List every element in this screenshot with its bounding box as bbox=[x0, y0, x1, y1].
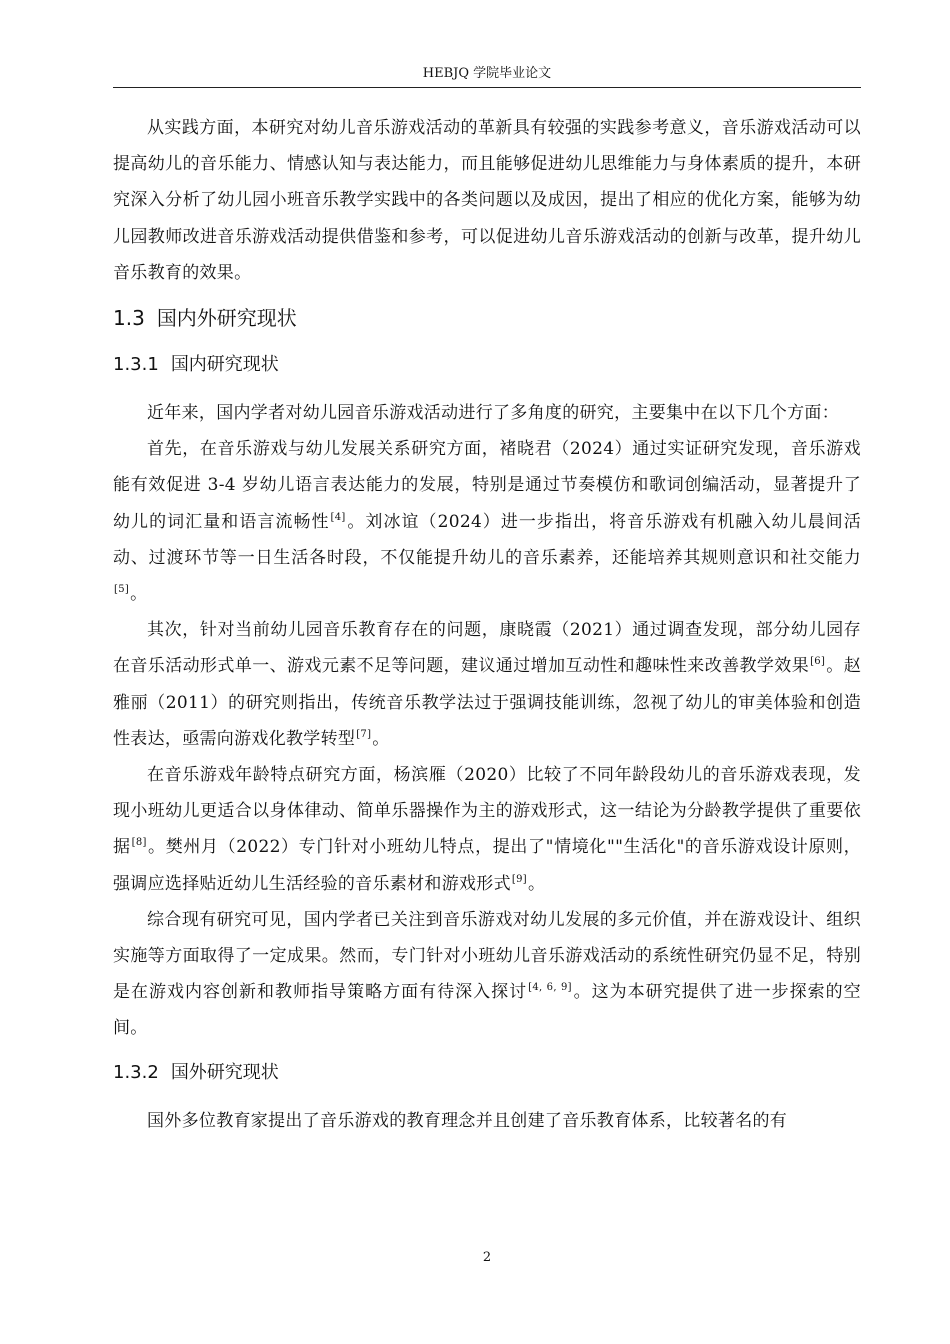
intro-paragraph: 从实践方面，本研究对幼儿音乐游戏活动的革新具有较强的实践参考意义，音乐游戏活动可以提高幼儿的音乐能力、情感认知与表达能力，而且能够促进幼儿思维能力与身体素质的提升，本研究深入分析了幼儿园小班音乐教学实践中的各类问题以及成因，提出了相应的优化方案，能够为幼儿园教师改进音乐游戏活动提供借鉴和参考，可以促进幼儿音乐游戏活动的创新与改革，提升幼儿音乐教育的效果。 bbox=[113, 118, 861, 283]
header-rule bbox=[113, 87, 861, 88]
subsection-number: 1.3.1 bbox=[113, 354, 159, 376]
subsection-title: 国内研究现状 bbox=[170, 354, 279, 376]
paragraph-text: 在音乐游戏年龄特点研究方面，杨滨雁（2020）比较了不同年龄段幼儿的音乐游戏表现，发现小班幼儿更适合以身体律动、简单乐器操作为主的游戏形式，这一结论为分龄教学提供了重要依据 bbox=[113, 765, 861, 858]
paragraph-text: 其次，针对当前幼儿园音乐教育存在的问题，康晓霞（2021）通过调查发现，部分幼儿园存在音乐活动形式单一、游戏元素不足等问题，建议通过增加互动性和趣味性来改善教学效果 bbox=[113, 620, 861, 677]
paragraph-text: 。这为本研究提供了进一步探索的空间。 bbox=[113, 982, 861, 1039]
citation-ref[interactable]: [4] bbox=[330, 511, 346, 523]
paragraph-domestic-intro: 近年来，国内学者对幼儿园音乐游戏活动进行了多角度的研究，主要集中在以下几个方面： bbox=[147, 403, 839, 424]
paragraph-domestic-first bbox=[113, 431, 861, 612]
section-title: 国内外研究现状 bbox=[156, 306, 297, 331]
paragraph-domestic-age bbox=[113, 757, 861, 902]
paragraph-text: 。赵雅丽（2011）的研究则指出，传统音乐教学法过于强调技能训练，忽视了幼儿的审美体验和创造性表达，亟需向游戏化教学转型 bbox=[113, 656, 861, 749]
section-heading-1-3 bbox=[113, 303, 861, 333]
citation-ref[interactable]: [9] bbox=[511, 873, 527, 885]
running-header: HEBJQ 学院毕业论文 bbox=[422, 66, 552, 81]
subsection-heading-1-3-2 bbox=[113, 1059, 861, 1087]
subsection-title: 国外研究现状 bbox=[170, 1061, 279, 1083]
paragraph-text: 。刘冰谊（2024）进一步指出，将音乐游戏有机融入幼儿晨间活动、过渡环节等一日生活各时段，不仅能提升幼儿的音乐素养，还能培养其规则意识和社交能力 bbox=[113, 511, 861, 568]
paragraph-domestic-summary bbox=[113, 902, 861, 1047]
citation-ref[interactable]: [4, 6, 9] bbox=[528, 982, 572, 994]
page-number: 2 bbox=[482, 1250, 492, 1265]
paragraph-domestic-second bbox=[113, 612, 861, 757]
paragraph-text: 。 bbox=[527, 873, 546, 894]
page-body bbox=[113, 110, 861, 1139]
subsection-number: 1.3.2 bbox=[113, 1061, 159, 1083]
citation-ref[interactable]: [8] bbox=[131, 837, 147, 849]
citation-ref[interactable]: [5] bbox=[114, 584, 130, 596]
paragraph-text: 。樊州月（2022）专门针对小班幼儿特点，提出了"情境化""生活化"的音乐游戏设计原则，强调应选择贴近幼儿生活经验的音乐素材和游戏形式 bbox=[113, 837, 861, 894]
citation-ref[interactable]: [7] bbox=[356, 728, 372, 740]
subsection-heading-1-3-1 bbox=[113, 351, 861, 379]
paragraph-foreign-intro: 国外多位教育家提出了音乐游戏的教育理念并且创建了音乐教育体系，比较著名的有 bbox=[147, 1110, 788, 1131]
paragraph-text: 。 bbox=[372, 728, 390, 749]
citation-ref[interactable]: [6] bbox=[810, 656, 826, 668]
paragraph-text: 首先，在音乐游戏与幼儿发展关系研究方面，褚晓君（2024）通过实证研究发现，音乐游戏能有效促进 3-4 岁幼儿语言表达能力的发展，特别是通过节奏模仿和歌词创编活动，显著提升了幼儿的词汇量和语言流畅性 bbox=[113, 439, 861, 532]
paragraph-text: 。 bbox=[130, 584, 148, 605]
paragraph-text: 综合现有研究可见，国内学者已关注到音乐游戏对幼儿发展的多元价值，并在游戏设计、组织实施等方面取得了一定成果。然而，专门针对小班幼儿音乐游戏活动的系统性研究仍显不足，特别是在游戏内容创新和教师指导策略方面有待深入探讨 bbox=[113, 909, 861, 1003]
section-number: 1.3 bbox=[113, 306, 145, 331]
